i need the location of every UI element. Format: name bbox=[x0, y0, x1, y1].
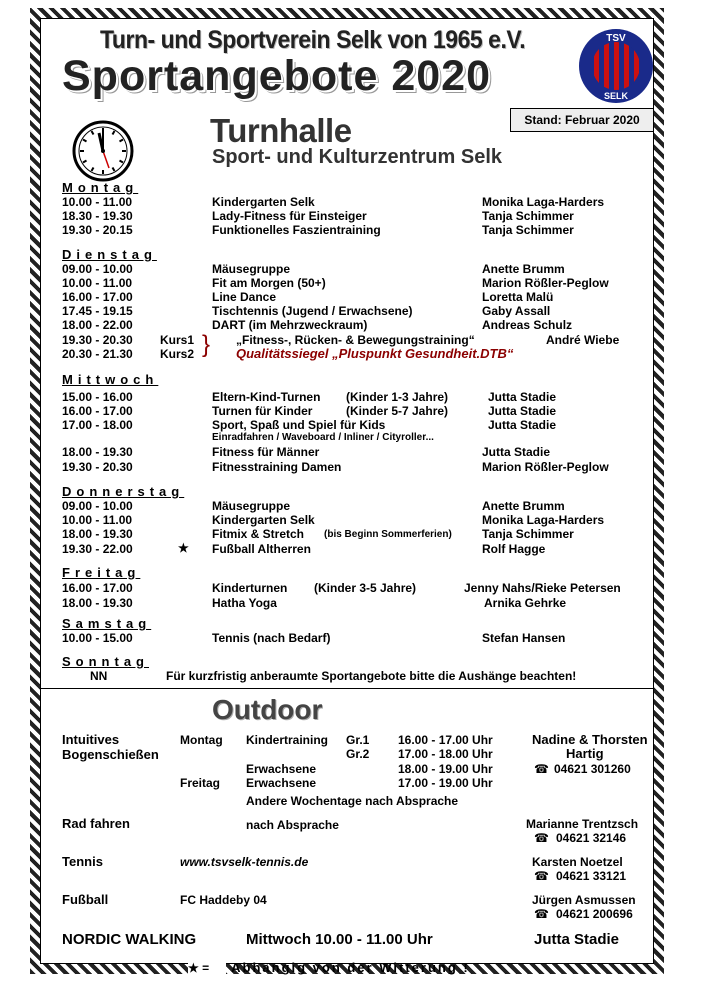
bogen-group: Erwachsene bbox=[246, 762, 317, 776]
phone-icon: ☎ bbox=[534, 762, 549, 776]
tennis-label: Tennis bbox=[62, 854, 103, 869]
trainer: Monika Laga-Harders bbox=[482, 195, 605, 209]
trainer: Jutta Stadie bbox=[488, 418, 557, 432]
outdoor-title: Outdoor bbox=[212, 694, 323, 725]
trainer: Marion Rößler-Peglow bbox=[482, 276, 609, 290]
page-title: Sportangebote 2020 bbox=[62, 52, 491, 100]
bogen-day: Freitag bbox=[180, 776, 221, 790]
bogen-gr: Gr.2 bbox=[346, 747, 370, 761]
clock-icon bbox=[72, 120, 134, 187]
fussball-info: FC Haddeby 04 bbox=[180, 893, 267, 907]
time: 10.00 - 11.00 bbox=[62, 195, 133, 209]
time: 16.00 - 17.00 bbox=[62, 290, 133, 304]
activity: „Fitness-, Rücken- & Bewegungstraining“ bbox=[236, 333, 475, 347]
trainer: Jutta Stadie bbox=[488, 404, 557, 418]
trainer: Jutta Stadie bbox=[482, 445, 551, 459]
activity: Funktionelles Faszientraining bbox=[212, 223, 381, 237]
time: 10.00 - 11.00 bbox=[62, 276, 133, 290]
star-icon: ★ = bbox=[188, 961, 226, 975]
trainer: Tanja Schimmer bbox=[482, 209, 574, 223]
rad-info: nach Absprache bbox=[246, 818, 339, 832]
day-heading-freitag: Freitag bbox=[62, 565, 141, 580]
time: 16.00 - 17.00 bbox=[62, 581, 133, 595]
age-note: (Kinder 3-5 Jahre) bbox=[314, 581, 417, 595]
phone-icon: ☎ bbox=[534, 831, 549, 845]
trainer: Andreas Schulz bbox=[482, 318, 573, 332]
club-name: Turn- und Sportverein Selk von 1965 e.V. bbox=[100, 26, 526, 54]
activity: Tischtennis (Jugend / Erwachsene) bbox=[212, 304, 413, 318]
sonntag-nn: NN bbox=[90, 669, 108, 683]
activity: Line Dance bbox=[212, 290, 277, 304]
trainer: Arnika Gehrke bbox=[484, 596, 567, 610]
day-heading-montag: Montag bbox=[62, 180, 139, 195]
time: 18.00 - 19.30 bbox=[62, 527, 133, 541]
rad-contact: Marianne Trentzsch bbox=[526, 817, 639, 831]
day-heading-dienstag: Dienstag bbox=[62, 247, 157, 262]
bogen-contact: Nadine & Thorsten bbox=[532, 732, 648, 747]
activity: Tennis (nach Bedarf) bbox=[212, 631, 331, 645]
time: 18.30 - 19.30 bbox=[62, 209, 133, 223]
time: 18.00 - 19.30 bbox=[62, 445, 133, 459]
nordic-time: Mittwoch 10.00 - 11.00 Uhr bbox=[246, 931, 433, 948]
activity: Kinderturnen bbox=[212, 581, 288, 595]
sonntag-note: Für kurzfristig anberaumte Sportangebote bitte die Aushänge beachten! bbox=[166, 669, 577, 683]
time: 18.00 - 19.30 bbox=[62, 596, 133, 610]
age-note: (Kinder 5-7 Jahre) bbox=[346, 404, 449, 418]
trainer: Tanja Schimmer bbox=[482, 223, 574, 237]
bogen-group: Kindertraining bbox=[246, 733, 329, 747]
trainer: Jutta Stadie bbox=[488, 390, 557, 404]
tennis-phone: 04621 33121 bbox=[556, 869, 627, 883]
bogen-time: 16.00 - 17.00 Uhr bbox=[398, 733, 493, 747]
day-heading-samstag: Samstag bbox=[62, 616, 152, 631]
time: 17.45 - 19.15 bbox=[62, 304, 133, 318]
activity: Mäusegruppe bbox=[212, 262, 291, 276]
nordic-contact: Jutta Stadie bbox=[534, 931, 620, 948]
venue-subtitle: Sport- und Kulturzentrum Selk bbox=[212, 146, 502, 168]
bogen-contact: Hartig bbox=[566, 746, 604, 761]
activity: Fitness für Männer bbox=[212, 445, 320, 459]
tennis-contact: Karsten Noetzel bbox=[532, 855, 623, 869]
stand-date-box: Stand: Februar 2020 bbox=[510, 108, 654, 132]
kurs-label: Kurs2 bbox=[160, 347, 195, 361]
bogen-time: 17.00 - 18.00 Uhr bbox=[398, 747, 493, 761]
trainer: Monika Laga-Harders bbox=[482, 513, 605, 527]
activity: Sport, Spaß und Spiel für Kids bbox=[212, 418, 386, 432]
divider bbox=[40, 688, 654, 689]
bogen-day: Montag bbox=[180, 733, 223, 747]
fussball-label: Fußball bbox=[62, 892, 109, 907]
activity-note: (bis Beginn Sommerferien) bbox=[324, 529, 452, 540]
star-icon: ★ bbox=[178, 541, 189, 555]
day-heading-mittwoch: Mittwoch bbox=[62, 372, 159, 387]
weather-legend bbox=[188, 960, 470, 975]
nordic-label: NORDIC WALKING bbox=[62, 931, 197, 948]
venue-title: Turnhalle bbox=[210, 112, 352, 149]
trainer: Stefan Hansen bbox=[482, 631, 566, 645]
trainer: Marion Rößler-Peglow bbox=[482, 460, 609, 474]
fussball-contact: Jürgen Asmussen bbox=[532, 893, 636, 907]
time: 09.00 - 10.00 bbox=[62, 499, 133, 513]
bogen-label: Intuitives bbox=[62, 732, 120, 747]
activity: Fitmix & Stretch bbox=[212, 527, 305, 541]
time: 09.00 - 10.00 bbox=[62, 262, 133, 276]
activity: Turnen für Kinder bbox=[212, 404, 313, 418]
phone-icon: ☎ bbox=[534, 869, 549, 883]
trainer: Rolf Hagge bbox=[482, 542, 546, 556]
time: 19.30 - 22.00 bbox=[62, 542, 133, 556]
bogen-time: 18.00 - 19.00 Uhr bbox=[398, 762, 493, 776]
activity: Kindergarten Selk bbox=[212, 513, 315, 527]
time: 19.30 - 20.30 bbox=[62, 333, 133, 347]
activity: Kindergarten Selk bbox=[212, 195, 315, 209]
time: 20.30 - 21.30 bbox=[62, 347, 133, 361]
trainer: Gaby Assall bbox=[482, 304, 551, 318]
time: 10.00 - 11.00 bbox=[62, 513, 133, 527]
svg-text:TSV: TSV bbox=[606, 33, 626, 44]
day-heading-sonntag: Sonntag bbox=[62, 654, 149, 669]
kurs-brace: } bbox=[202, 331, 211, 358]
phone-icon: ☎ bbox=[534, 907, 549, 921]
time: 18.00 - 22.00 bbox=[62, 318, 133, 332]
rad-label: Rad fahren bbox=[62, 816, 130, 831]
tennis-url[interactable]: www.tsvselk-tennis.de bbox=[180, 855, 309, 869]
time: 17.00 - 18.00 bbox=[62, 418, 133, 432]
time: 15.00 - 16.00 bbox=[62, 390, 133, 404]
trainer: Anette Brumm bbox=[482, 262, 565, 276]
bogen-label: Bogenschießen bbox=[62, 747, 159, 762]
quality-seal-text: Qualitätssiegel „Pluspunkt Gesundheit.DTB“ bbox=[236, 346, 514, 361]
day-heading-donnerstag: Donnerstag bbox=[62, 484, 185, 499]
age-note: (Kinder 1-3 Jahre) bbox=[346, 390, 449, 404]
activity: Fitnesstraining Damen bbox=[212, 460, 342, 474]
activity: Fit am Morgen (50+) bbox=[212, 276, 326, 290]
activity: Lady-Fitness für Einsteiger bbox=[212, 209, 367, 223]
bogen-time: 17.00 - 19.00 Uhr bbox=[398, 776, 493, 790]
activity: Mäusegruppe bbox=[212, 499, 291, 513]
bogen-other: Andere Wochentage nach Absprache bbox=[246, 794, 459, 808]
time: 16.00 - 17.00 bbox=[62, 404, 133, 418]
activity: Eltern-Kind-Turnen bbox=[212, 390, 321, 404]
activity: DART (im Mehrzweckraum) bbox=[212, 318, 368, 332]
rad-phone: 04621 32146 bbox=[556, 831, 627, 845]
bogen-group: Erwachsene bbox=[246, 776, 317, 790]
activity: Hatha Yoga bbox=[212, 596, 277, 610]
legend-text: Abhängig von der Witterung ! bbox=[231, 960, 470, 975]
bogen-phone: 04621 301260 bbox=[554, 762, 631, 776]
activity: Fußball Altherren bbox=[212, 542, 311, 556]
trainer: André Wiebe bbox=[546, 333, 620, 347]
trainer: Jenny Nahs/Rieke Petersen bbox=[464, 581, 621, 595]
time: 19.30 - 20.30 bbox=[62, 460, 133, 474]
svg-text:SELK: SELK bbox=[603, 91, 629, 101]
trainer: Tanja Schimmer bbox=[482, 527, 574, 541]
kurs-label: Kurs1 bbox=[160, 333, 195, 347]
bogen-gr: Gr.1 bbox=[346, 733, 370, 747]
tsv-selk-logo bbox=[578, 28, 654, 104]
time: 10.00 - 15.00 bbox=[62, 631, 133, 645]
activity-detail: Einradfahren / Waveboard / Inliner / Cityroller... bbox=[212, 432, 434, 443]
trainer: Anette Brumm bbox=[482, 499, 565, 513]
fussball-phone: 04621 200696 bbox=[556, 907, 633, 921]
time: 19.30 - 20.15 bbox=[62, 223, 133, 237]
trainer: Loretta Malü bbox=[482, 290, 554, 304]
